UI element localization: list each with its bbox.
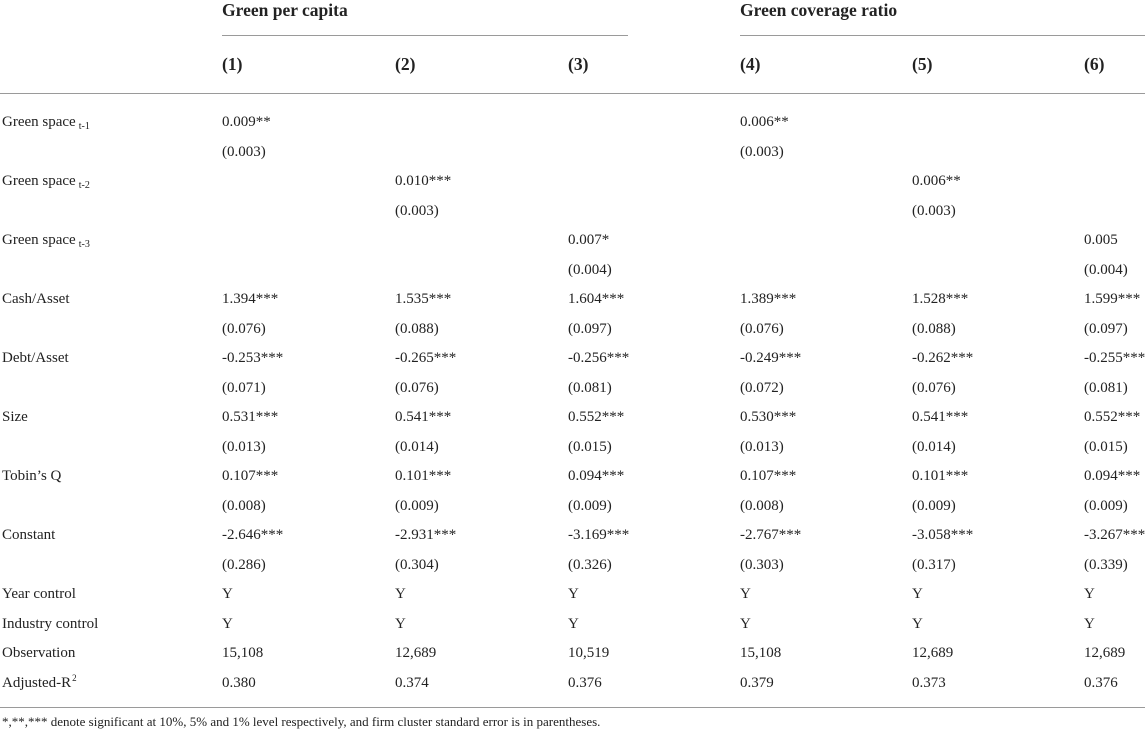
table-cell: -0.256*** [568, 350, 630, 366]
table-cell: -0.262*** [912, 350, 974, 366]
table-cell: 0.376 [1084, 675, 1118, 691]
table-footnote: *,**,*** denote significant at 10%, 5% and 1% level respectively, and firm cluster standard error is in parentheses. [2, 714, 601, 729]
row-label-text: Tobin’s Q [2, 468, 62, 484]
table-cell: 12,689 [912, 645, 954, 661]
table-cell: 15,108 [740, 645, 782, 661]
row-label-text: Adjusted-R [2, 675, 72, 691]
table-cell: 0.107*** [222, 468, 279, 484]
table-cell: (0.004) [568, 262, 612, 278]
row-label-text: Constant [2, 527, 56, 543]
column-header-3: (3) [568, 54, 589, 74]
table-cell: (0.097) [568, 321, 612, 337]
table-cell: (0.076) [912, 380, 956, 396]
table-cell: -3.169*** [568, 527, 630, 543]
table-cell: 0.530*** [740, 409, 797, 425]
table-cell: Y [222, 586, 233, 602]
table-cell: (0.013) [740, 439, 784, 455]
table-cell: (0.097) [1084, 321, 1128, 337]
row-label-text: Debt/Asset [2, 350, 69, 366]
table-cell: 0.005 [1084, 232, 1118, 248]
table-cell: (0.009) [568, 498, 612, 514]
table-cell: -2.931*** [395, 527, 457, 543]
table-cell: 0.094*** [1084, 468, 1141, 484]
table-cell: (0.081) [1084, 380, 1128, 396]
row-label-subscript: t-1 [78, 121, 90, 132]
table-cell: (0.003) [740, 144, 784, 160]
column-header-2: (2) [395, 54, 416, 74]
table-cell: 0.010*** [395, 173, 452, 189]
table-cell: 0.107*** [740, 468, 797, 484]
row-label-superscript: 2 [72, 673, 77, 683]
group-underline-right [740, 35, 1145, 36]
table-cell: Y [740, 616, 751, 632]
table-cell: -3.267*** [1084, 527, 1145, 543]
row-label-text: Green space [2, 173, 76, 189]
table-cell: 10,519 [568, 645, 610, 661]
column-header-5: (5) [912, 54, 933, 74]
table-cell: 1.535*** [395, 291, 452, 307]
table-cell: (0.015) [568, 439, 612, 455]
table-cell: 0.101*** [912, 468, 969, 484]
table-cell: 0.006** [740, 114, 789, 130]
table-cell: (0.013) [222, 439, 266, 455]
table-cell: 0.552*** [568, 409, 625, 425]
table-cell: 0.552*** [1084, 409, 1141, 425]
table-cell: -0.253*** [222, 350, 284, 366]
table-cell: (0.081) [568, 380, 612, 396]
table-cell: 0.094*** [568, 468, 625, 484]
table-cell: (0.014) [395, 439, 439, 455]
row-label [2, 526, 55, 544]
table-cell: 0.376 [568, 675, 602, 691]
row-label [2, 674, 77, 693]
row-label-subscript: t-2 [78, 180, 90, 191]
row-label-subscript: t-3 [78, 239, 90, 250]
table-cell: -2.646*** [222, 527, 284, 543]
table-cell: (0.009) [395, 498, 439, 514]
table-cell: -0.265*** [395, 350, 457, 366]
row-label [2, 113, 90, 133]
table-cell: -0.255*** [1084, 350, 1145, 366]
table-cell: Y [222, 616, 233, 632]
table-cell: 0.380 [222, 675, 256, 691]
table-cell: Y [395, 616, 406, 632]
table-cell: 0.541*** [912, 409, 969, 425]
row-label-text: Cash/Asset [2, 291, 70, 307]
table-cell: (0.009) [912, 498, 956, 514]
table-cell: 0.101*** [395, 468, 452, 484]
table-cell: 1.389*** [740, 291, 797, 307]
table-cell: 12,689 [1084, 645, 1126, 661]
table-cell: Y [568, 586, 579, 602]
table-cell: Y [395, 586, 406, 602]
row-label [2, 349, 69, 367]
group-header-green-per-capita: Green per capita [222, 0, 348, 20]
row-label-text: Size [2, 409, 28, 425]
table-cell: (0.286) [222, 557, 266, 573]
table-cell: Y [740, 586, 751, 602]
header-rule [0, 93, 1145, 94]
row-label [2, 231, 90, 251]
table-cell: 0.006** [912, 173, 961, 189]
row-label [2, 467, 61, 485]
table-cell: (0.003) [395, 203, 439, 219]
table-cell: Y [1084, 586, 1095, 602]
table-cell: 0.541*** [395, 409, 452, 425]
table-cell: (0.008) [222, 498, 266, 514]
table-cell: (0.015) [1084, 439, 1128, 455]
table-cell: Y [568, 616, 579, 632]
table-cell: (0.009) [1084, 498, 1128, 514]
bottom-rule [0, 707, 1145, 708]
table-cell: (0.339) [1084, 557, 1128, 573]
row-label-text: Industry control [2, 616, 99, 632]
table-cell: 15,108 [222, 645, 264, 661]
table-cell: (0.072) [740, 380, 784, 396]
table-cell: (0.317) [912, 557, 956, 573]
table-cell: 1.599*** [1084, 291, 1141, 307]
table-cell: (0.014) [912, 439, 956, 455]
row-label-text: Green space [2, 114, 76, 130]
row-label [2, 585, 76, 603]
table-cell: 12,689 [395, 645, 437, 661]
table-cell: (0.088) [912, 321, 956, 337]
table-cell: (0.088) [395, 321, 439, 337]
table-cell: 1.528*** [912, 291, 969, 307]
group-header-green-coverage-ratio: Green coverage ratio [740, 0, 898, 20]
row-label [2, 172, 90, 192]
table-cell: 0.373 [912, 675, 946, 691]
table-cell: -3.058*** [912, 527, 974, 543]
row-label-text: Year control [2, 586, 76, 602]
table-cell: -2.767*** [740, 527, 802, 543]
table-cell: (0.003) [222, 144, 266, 160]
table-cell: (0.004) [1084, 262, 1128, 278]
table-cell: (0.076) [222, 321, 266, 337]
table-cell: (0.071) [222, 380, 266, 396]
table-cell: (0.008) [740, 498, 784, 514]
table-cell: Y [1084, 616, 1095, 632]
column-header-6: (6) [1084, 54, 1105, 74]
group-underline-left [222, 35, 628, 36]
table-cell: 0.009** [222, 114, 271, 130]
row-label [2, 408, 28, 426]
table-cell: 1.604*** [568, 291, 625, 307]
row-label-text: Observation [2, 645, 76, 661]
table-cell: 0.374 [395, 675, 429, 691]
table-cell: -0.249*** [740, 350, 802, 366]
table-cell: (0.303) [740, 557, 784, 573]
column-header-1: (1) [222, 54, 243, 74]
table-cell: 0.007* [568, 232, 610, 248]
table-cell: (0.304) [395, 557, 439, 573]
row-label [2, 644, 75, 662]
table-cell: Y [912, 586, 923, 602]
table-cell: 0.379 [740, 675, 774, 691]
table-cell: (0.003) [912, 203, 956, 219]
table-cell: Y [912, 616, 923, 632]
table-cell: (0.076) [740, 321, 784, 337]
row-label-text: Green space [2, 232, 76, 248]
table-cell: 0.531*** [222, 409, 279, 425]
table-cell: (0.326) [568, 557, 612, 573]
row-label [2, 615, 98, 633]
table-cell: 1.394*** [222, 291, 279, 307]
table-cell: (0.076) [395, 380, 439, 396]
column-header-4: (4) [740, 54, 761, 74]
row-label [2, 290, 70, 308]
